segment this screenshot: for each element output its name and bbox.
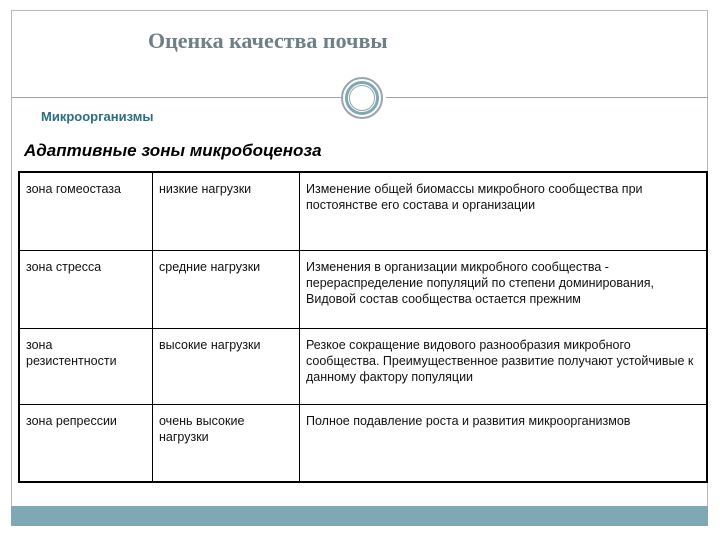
description-cell: Изменение общей биомассы микробного сообщества при постоянстве его состава и организации [300, 172, 708, 250]
title-divider-right [386, 97, 708, 98]
zone-cell: зона гомеостаза [19, 172, 153, 250]
load-cell: низкие нагрузки [153, 172, 300, 250]
zone-cell: зона резистентности [19, 328, 153, 404]
ring-ornament-icon [340, 76, 384, 120]
load-cell: высокие нагрузки [153, 328, 300, 404]
description-cell: Резкое сокращение видового разнообразия микробного сообщества. Преимущественное развитие получают устойчивые к данному фактору популяции [300, 328, 708, 404]
table-row [19, 172, 707, 250]
title-divider-left [11, 97, 341, 98]
description-cell: Полное подавление роста и развития микроорганизмов [300, 404, 708, 482]
load-cell: очень высокие нагрузки [153, 404, 300, 482]
table-heading: Адаптивные зоны микробоценоза [24, 141, 322, 160]
slide-title: Оценка качества почвы [148, 28, 388, 53]
table-row [19, 328, 707, 404]
zone-cell: зона репрессии [19, 404, 153, 482]
zones-table [18, 171, 708, 483]
description-cell: Изменения в организации микробного сообщества - перераспределение популяций по степени доминирования, Видовой состав сообщества остается прежним [300, 250, 708, 328]
table-row [19, 404, 707, 482]
zone-cell: зона стресса [19, 250, 153, 328]
table-row [19, 250, 707, 328]
slide-subtitle: Микроорганизмы [41, 109, 154, 124]
footer-accent-bar [11, 506, 708, 526]
load-cell: средние нагрузки [153, 250, 300, 328]
